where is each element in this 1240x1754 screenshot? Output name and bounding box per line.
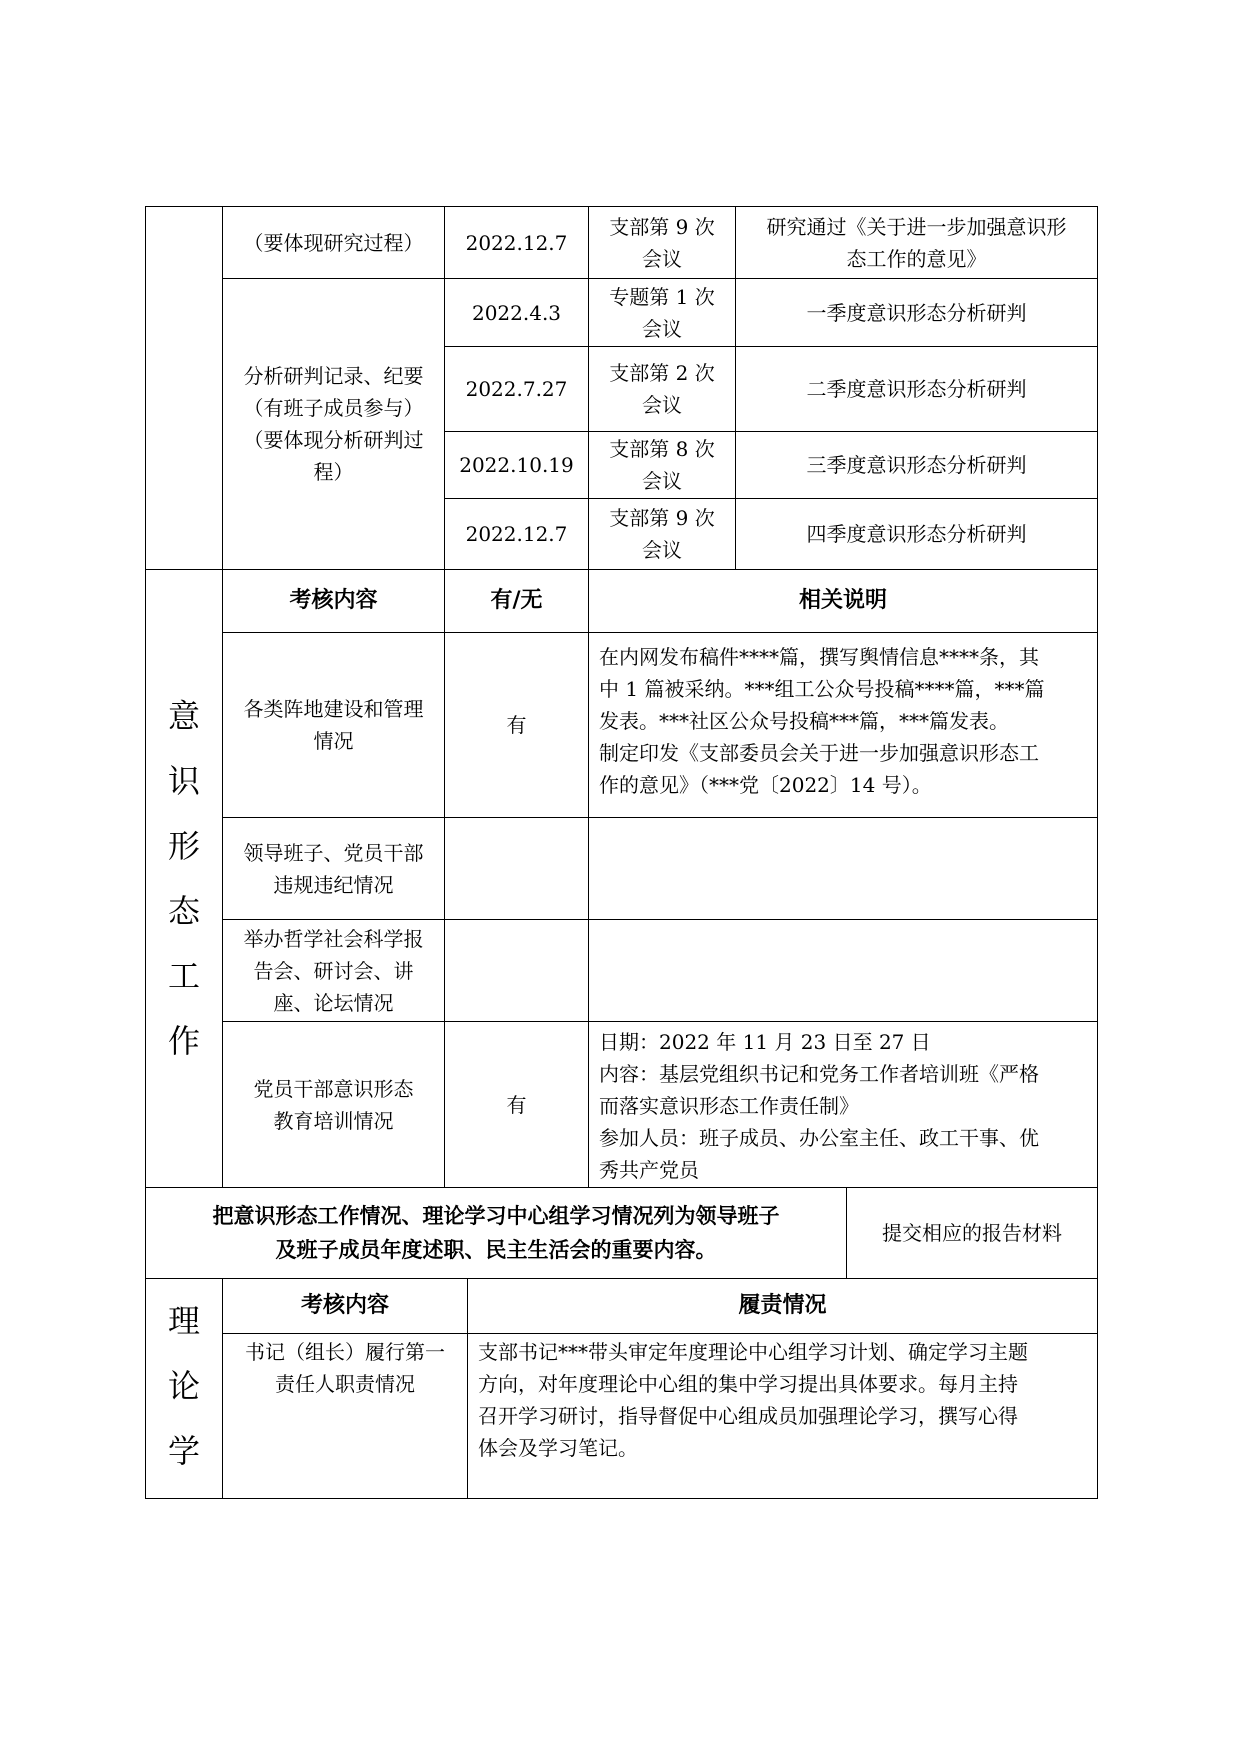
- research-meeting: 支部第 9 次 会议: [589, 207, 736, 279]
- theory-header-content: 考核内容: [223, 1279, 468, 1334]
- report-note: 提交相应的报告材料: [847, 1188, 1098, 1279]
- analysis-meeting: 支部第 9 次 会议: [589, 499, 736, 570]
- ideology-side-label: 意 识 形 态 工 作: [146, 570, 223, 1188]
- ideology-row-note: [589, 818, 1098, 920]
- report-content: 把意识形态工作情况、理论学习中心组学习情况列为领导班子 及班子成员年度述职、民主生活会的重要内容。: [146, 1188, 847, 1279]
- analysis-label: 分析研判记录、纪要 （有班子成员参与） （要体现分析研判过 程）: [223, 279, 445, 570]
- ideology-row-has: 有: [445, 1022, 589, 1188]
- analysis-desc: 三季度意识形态分析研判: [736, 432, 1098, 499]
- ideology-row-note: 在内网发布稿件****篇，撰写舆情信息****条，其 中 1 篇被采纳。***组工公众号投稿****篇，***篇 发表。***社区公众号投稿***篇，***篇发表。 制定印发《支部委员会关于进一步加强意识形态工 作的意见》（***党〔2022〕14 号）。: [589, 633, 1098, 818]
- analysis-meeting: 支部第 2 次 会议: [589, 347, 736, 432]
- assessment-table: [145, 206, 1098, 1499]
- ideology-row-has: [445, 920, 589, 1022]
- ideology-row-content: 领导班子、党员干部 违规违纪情况: [223, 818, 445, 920]
- analysis-meeting: 专题第 1 次 会议: [589, 279, 736, 347]
- research-date: 2022.12.7: [445, 207, 589, 279]
- theory-row-content: 书记（组长）履行第一 责任人职责情况: [223, 1334, 468, 1499]
- ideology-row-note: 日期：2022 年 11 月 23 日至 27 日 内容：基层党组织书记和党务工作者培训班《严格 而落实意识形态工作责任制》 参加人员：班子成员、办公室主任、政工干事、优 秀共产党员: [589, 1022, 1098, 1188]
- analysis-desc: 一季度意识形态分析研判: [736, 279, 1098, 347]
- analysis-date: 2022.12.7: [445, 499, 589, 570]
- ideology-row-content: 各类阵地建设和管理 情况: [223, 633, 445, 818]
- analysis-desc: 四季度意识形态分析研判: [736, 499, 1098, 570]
- analysis-date: 2022.4.3: [445, 279, 589, 347]
- analysis-desc: 二季度意识形态分析研判: [736, 347, 1098, 432]
- ideology-header-note: 相关说明: [589, 570, 1098, 633]
- ideology-header-content: 考核内容: [223, 570, 445, 633]
- analysis-meeting: 支部第 8 次 会议: [589, 432, 736, 499]
- research-label: （要体现研究过程）: [223, 207, 445, 279]
- analysis-date: 2022.7.27: [445, 347, 589, 432]
- ideology-row-content: 举办哲学社会科学报 告会、研讨会、讲 座、论坛情况: [223, 920, 445, 1022]
- section1-side-blank: [146, 207, 223, 570]
- ideology-row-has: [445, 818, 589, 920]
- analysis-date: 2022.10.19: [445, 432, 589, 499]
- theory-side-label: 理 论 学: [146, 1279, 223, 1499]
- theory-header-status: 履责情况: [468, 1279, 1098, 1334]
- ideology-row-content: 党员干部意识形态 教育培训情况: [223, 1022, 445, 1188]
- research-desc: 研究通过《关于进一步加强意识形 态工作的意见》: [736, 207, 1098, 279]
- ideology-row-has: 有: [445, 633, 589, 818]
- ideology-header-has: 有/无: [445, 570, 589, 633]
- ideology-row-note: [589, 920, 1098, 1022]
- theory-row-status: 支部书记***带头审定年度理论中心组学习计划、确定学习主题 方向，对年度理论中心组的集中学习提出具体要求。每月主持 召开学习研讨，指导督促中心组成员加强理论学习，撰写心得 体会及学习笔记。: [468, 1334, 1098, 1499]
